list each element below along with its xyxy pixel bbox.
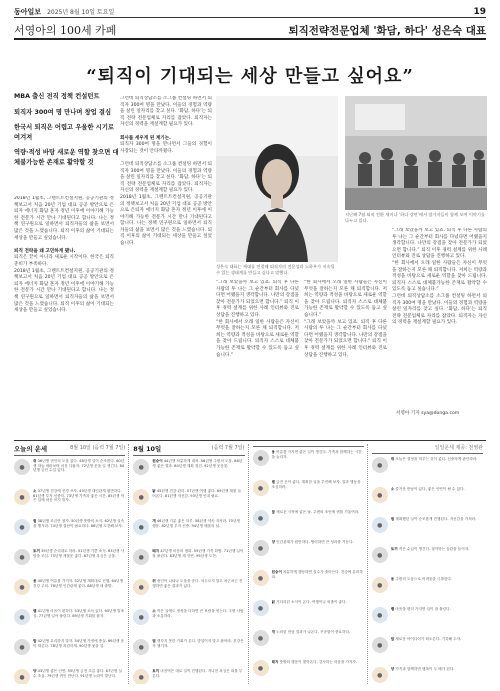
horoscope-row [133,549,244,576]
zodiac-label: 닭 [152,489,156,493]
fortune-text: 마음먹은 대로 일이 진행된다. 지나친 욕심은 화를 부른다. [152,669,243,678]
horoscope-row [372,577,483,604]
zodiac-label: 양 [390,667,395,671]
fortune-text: 오늘은 결정을 미루는 것이 좋다. 신중하게 판단하라. [395,457,478,461]
fortune-text: 금전 운이 좋다. 계획한 일을 추진해 보자. 말과 행동을 조심하라. [271,480,361,489]
page-header [14,6,486,18]
horoscope-text [33,579,125,606]
column-title: 서영아의 100세 카페 [14,24,117,37]
zodiac-label: 양 [271,540,275,544]
fortune-text: 43년생 좋은 인연. 55년생 금전 흐름 좋다. 67년생 실수 조심. 79년생 귀인 만난다. 91년생 노력이 빛난다. [33,669,122,678]
article-text: 2018년 1월초, 그렌트트컨설지원, 공공기관의 정책보고서 처음 20년 기업 대표 공공 방안으로 은퇴자 에너지 화담 혼자 정년 이후에 이야기해 가능한 전문가 시간 만나 기대된다고 합니다. 나는 정책 연구원으로 일하면서 퇴직자들의 삶을 보면서 많은 것을 느꼈습니다. 퇴직 이후의 삶이 기대되는 세상을 만들고 싶었습니다. [120,194,212,247]
photo1-caption: 성은숙 대표는 세대를 연결해 퇴직자의 전문성과 노하우가 지속될 수 있는 생태계를 만들고 싶다고 말했다. [216,264,335,275]
horoscope-row [372,487,483,514]
zodiac-label: 쥐 [152,579,156,583]
fortune-text: 39년생 순리대로 하라. 51년생 기쁜 소식. 63년생 사람을 조심. 75년생 재물운 좋다. 87년생 욕심은 금물. [33,549,125,558]
fortune-text: 40년생 여유를 가지자. 52년생 계획대로 진행. 64년생 건강 주의. 76년생 인간관계 좋다. 88년생 새 출발. [33,579,123,588]
horoscope-text [391,577,452,604]
dog-zodiac-icon: ● [133,519,149,535]
zodiac-label: 토끼 [33,549,40,553]
zodiac-label: 쥐 [33,459,37,463]
horoscope-row [133,489,244,516]
horoscope-area [14,444,486,684]
horoscope-text [272,570,364,597]
monkey-zodiac-icon: ● [133,459,149,475]
fortune-text: 37년생 건강에 신경 쓰자. 49년생 대인관계 원만하다. 61년생 투자 신중히. 73년생 가족과 좋은 시간. 85년생 작은 일에 마음 쓰지 말자. [33,489,125,503]
zodiac-label: 돼지 [271,660,279,664]
horoscope-row [253,600,364,627]
section-date: 8월 10일 (음력 7월 7일) [70,445,126,451]
horoscope-row [14,639,125,666]
horoscope-text [391,517,477,544]
seminar-image [345,96,487,210]
fortune-text: 47년생 마음의 평화. 59년생 가족 화합. 71년생 일이 잘 풀린다. 83년생 새 인연. 95년생 도전. [152,549,244,558]
portrait-photo [216,96,338,262]
ox-zodiac-icon: ● [14,489,30,505]
monkey-zodiac-icon: ● [253,570,269,586]
article-text: “한 회사에서 오래 일한 사람들은 자신이 무엇을 잘하는지 모른 채 퇴직합니다. 저희는 역량과 적성을 바탕으로 새로운 역할을 찾아 드립니다. 퇴직자 스스로 대체불가능한 존재로 활약할 수 있도록 돕고 싶습니다.” [392,260,487,293]
fortune-text: 노력한 만큼 결과가 나온다. 꾸준함이 중요하다. [276,630,351,634]
horse-zodiac-icon: ● [253,510,269,526]
qa-answer: 퇴직자 300여 명을 만나면서 그들의 경험이 사장되는 것이 안타까웠다. [120,142,212,154]
horse-zodiac-icon: ● [14,639,30,655]
ox-zodiac-icon: ● [372,487,388,503]
article-text: 그런데 퇴직상담소를 소그룹 컨설팅 하면서 퇴직자 300여 명을 만났다. 이들의 경험과 역량을 살린 일자리를 찾고 싶다. ‘화담, 하다’는 퇴직 전략 전문업체로 자리를 잡았다. 퇴직자는 자신의 경력을 재설계할 필요가 있다. [392,293,487,326]
qa-question: 퇴직 전략을 왜 고민하게 됐나. [14,248,76,254]
article-text: “그래 보았을까 보고 있죠. 퇴직 후 다른 사람의 투 나는 그 순간부터 회사를 다녔다면 어땠을지 생각합니다. 나만의 강점을 찾아 전문가가 되었으면 합니다.” 퇴직 이후 경력 설계를 위한 사례 인터뷰와 진로 상담을 진행하고 있다. [392,228,487,260]
snake-zodiac-icon: ● [253,480,269,496]
fortune-text: 계획했던 일이 순조롭게 진행된다. 자신감을 가져라. [395,517,477,521]
snake-zodiac-icon: ● [14,609,30,625]
headline-quote: “퇴직이 기대되는 세상 만들고 싶어요” [86,66,414,87]
lead-summary [14,92,122,174]
horoscope-row [14,609,125,636]
horoscope-text [152,639,244,666]
article-text: “그래 보았을까 보고 있죠. 퇴직 후 다른 사람의 투 나는 그 순간부터 회사를 다녔다면 어땠을지 생각합니다. 나만의 강점을 찾아 전문가가 되었으면 합니다.” 퇴직 이후 경력 설계를 위한 사례 인터뷰와 진로 상담을 진행하고 있다. [304,319,387,358]
section-divider [14,440,486,441]
section-title: 오늘의 운세 [14,445,48,453]
byline: 서영아 기자 sya@donga.com [396,411,460,416]
horoscope-text [33,549,125,576]
horoscope-row [372,517,483,544]
article-text: “한 회사에서 오래 일한 사람들은 자신이 무엇을 잘하는지 모른 채 퇴직합니다. 저희는 역량과 적성을 바탕으로 새로운 역할을 찾아 드립니다. 퇴직자 스스로 대체불가능한 존재로 활약할 수 있도록 돕고 싶습니다.” [304,280,387,318]
fortune-text: 작은 일에도 정성을 다하면 큰 보람을 얻는다. 주변 사람과 소통하라. [152,609,244,618]
horse-zodiac-icon: ● [372,637,388,653]
fortune-text: 44년생 차분하게 대처. 56년생 주변의 도움. 68년생 좋은 결과. 80년생 계획 점검. 92년생 웃음꽃. [152,459,243,468]
pig-zodiac-icon: ● [253,660,269,676]
article-text: “그래 보았을까 보고 있죠. 퇴직 후 다른 사람의 투 나는 그 순간부터 회사를 다녔다면 어땠을지 생각합니다. 나만의 강점을 찾아 전문가가 되었으면 합니다.” 퇴직 이후 경력 설계를 위한 사례 인터뷰와 진로 상담을 진행하고 있다. [216,280,299,318]
zodiac-label: 양 [33,669,37,673]
newspaper-logo: 동아일보 [14,6,42,16]
article-text: 2018년 1월초, 그렌트트컨설지원, 공공기관의 정책보고서 처음 20년 기업 대표 공공 방안으로 은퇴자 에너지 화담 혼자 정년 이후에 이야기해 가능한 전문가 시간 만나 기대된다고 합니다. 나는 정책 연구원으로 일하면서 퇴직자들의 삶을 보면서 많은 것을 느꼈습니다. 퇴직 이후의 삶이 기대되는 세상을 만들고 싶었습니다. [14,196,114,241]
lead-line: 퇴직자 300여 명 만나며 창업 결심 [14,108,112,116]
tiger-zodiac-icon: ● [372,517,388,533]
portrait-image [216,96,338,262]
sheep-zodiac-icon: ● [14,669,30,684]
dragon-zodiac-icon: ● [14,579,30,595]
horoscope-row [14,579,125,606]
ox-zodiac-icon: ● [133,609,149,625]
horoscope-row [253,510,364,537]
interviewee-title: 퇴직전략전문업체 '화담, 하다' 성은숙 대표 [288,24,486,37]
zodiac-label: 용 [33,579,37,583]
tiger-zodiac-icon: ● [133,639,149,655]
horoscope-row [253,660,364,684]
horoscope-section [372,444,486,684]
issue-date: 2025년 8월 10일 토요일 [47,9,115,16]
fortune-text: 새로운 아이디어가 떠오른다. 기록해 두자. [395,637,462,641]
fortune-text: 36년생 귀인의 도움 있다. 48년생 일이 순조롭다. 60년생 하늘 바라보며 마음 다잡자. 72년생 웃을 일 생긴다. 84년생 금전 수입 있다. [33,459,125,473]
horoscope-row [253,630,364,657]
article-text: 2018년 1월초, 그렌트트컨설지원, 공공기관의 정책보고서 처음 20년 기업 대표 공공 방안으로 은퇴자 에너지 화담 혼자 정년 이후에 이야기해 가능한 전문가 시간 만나 기대된다고 합니다. 나는 정책 연구원으로 일하면서 퇴직자들의 삶을 보면서 많은 것을 느꼈습니다. 퇴직 이후의 삶이 기대되는 세상을 만들고 싶었습니다. [14,268,114,314]
rabbit-zodiac-icon: ● [133,669,149,684]
horoscope-text [272,510,360,537]
zodiac-label: 개 [271,630,275,634]
horoscope-section [14,444,129,684]
horoscope-row [14,519,125,546]
horoscope-row [253,570,364,597]
horoscope-text [33,669,125,684]
horoscope-text [391,637,462,664]
horoscope-row [372,607,483,634]
fortune-text: 여유를 가지면 좋은 일이 생긴다. 가족과 함께하는 시간을 늘리자. [271,450,362,459]
horoscope-row [133,579,244,606]
horoscope-row [372,667,483,684]
fortune-text: 38년생 조금만 참자. 50년생 뜻밖의 소식. 62년생 실속을 챙겨라. 74년생 결단이 필요하다. 86년생 도전해 보자. [33,519,125,528]
zodiac-label: 범 [152,639,156,643]
horoscope-text [152,489,244,516]
qa-question: 회사를 세우게 된 계기는. [120,135,171,141]
rat-zodiac-icon: ● [133,579,149,595]
zodiac-label: 원숭이 [271,570,282,574]
horoscope-section [133,444,248,684]
horoscope-row [14,549,125,576]
horoscope-row [372,547,483,574]
zodiac-label: 소 [33,489,37,493]
horoscope-row [253,480,364,507]
horoscope-row [133,459,244,486]
article-column-3 [216,280,299,432]
horoscope-row [253,540,364,567]
rat-zodiac-icon: ● [372,457,388,473]
dog-zodiac-icon: ● [253,630,269,646]
fortune-text: 41년생 마음이 편하다. 53년생 소득 있다. 65년생 말조심. 77년생 일이 풀린다. 89년생 기회를 잡자. [33,609,125,618]
dragon-zodiac-icon: ● [253,450,269,466]
horoscope-row [14,669,125,684]
horoscope-text [272,660,358,684]
horoscope-text [152,549,244,576]
article-column-4 [304,280,387,432]
article-text: 그런데 퇴직상담소를 소그룹 컨설팅 하면서 퇴직자 300여 명을 만났다. 이들의 경험과 역량을 살린 일자리를 찾고 싶다. ‘화담, 하다’는 퇴직 전략 전문업체로 자리를 잡았다. 퇴직자는 자신의 경력을 재설계할 필요가 있다. [120,96,212,128]
horoscope-text [152,459,244,486]
horoscope-text [391,607,451,634]
zodiac-label: 뱀 [271,480,275,484]
zodiac-label: 원숭이 [152,459,163,463]
horoscope-section [253,444,368,684]
article-column-5 [392,228,487,406]
horoscope-row [14,489,125,516]
zodiac-label: 토끼 [390,547,398,551]
rooster-zodiac-icon: ● [133,489,149,505]
fortune-text: 작은 수입이 생긴다. 절약하는 습관을 들이자. [398,547,470,551]
qa-answer: 퇴직은 끝이 아니라 새로운 시작이다. 한국은 퇴직 준비가 부족하다. [14,255,114,267]
horoscope-text [272,450,364,477]
tiger-zodiac-icon: ● [14,519,30,535]
horoscope-text [272,600,347,627]
horoscope-row [253,450,364,477]
fortune-text: 뜻밖의 행운이 찾아온다. 감사하는 마음을 가지자. [279,660,358,664]
photo2-caption: 지난해 7월 퇴직 전환 세미나 ‘하다 강연’에서 참가자들이 함께 모여 이야기를 나누고 있다. [345,212,485,223]
horoscope-text [152,669,244,684]
fortune-text: 차분하게 행동하면 실수가 줄어든다. 건강에 유의하라. [271,570,363,579]
horoscope-text [33,489,125,516]
fortune-text: 인간관계가 원만하다. 협력하면 큰 성과를 거둔다. [276,540,354,544]
horoscope-text [391,547,470,574]
horoscope-text [152,579,244,606]
rabbit-zodiac-icon: ● [372,547,388,563]
horoscope-text [152,519,244,546]
horoscope-text [33,639,125,666]
rat-zodiac-icon: ● [14,459,30,475]
horoscope-row [133,609,244,636]
horoscope-row [372,457,483,484]
fortune-text: 생각지 못한 기회가 온다. 망설이지 말고 잡아라. 건강은 꼭 챙기자. [152,639,244,648]
fortune-text: 즐거운 만남이 있다. 좋은 인연이 될 수 있다. [395,487,465,491]
dragon-zodiac-icon: ● [372,577,388,593]
fortune-text: 46년생 기분 좋은 하루. 58년생 약속 지켜라. 70년생 행운. 82년생 투자 신중. 94년생 배움의 날. [152,519,240,528]
zodiac-label: 쥐 [390,457,395,461]
horoscope-text [152,609,244,636]
lead-line: 역량·적성 바탕 새로운 역할 찾으면 대체불가능한 존재로 활약할 것 [14,149,119,166]
horoscope-text [33,519,125,546]
zodiac-label: 소 [152,609,156,613]
fortune-text: 45년생 건강 관리. 57년생 여행 좋다. 69년생 재물 들어온다. 81년생 자신감. 93년생 인내 필요. [152,489,242,498]
section-heads [14,22,486,40]
article-column-1 [14,196,114,432]
zodiac-label: 말 [390,637,395,641]
pig-zodiac-icon: ● [133,549,149,565]
fortune-text: 주변의 도움으로 어려움을 극복한다. [395,577,453,581]
section-date: 일일운세 제공: 천영관 [434,445,483,451]
zodiac-label: 닭 [271,600,275,604]
fortune-text: 마음을 편히 가지면 일이 잘 풀린다. [395,607,451,611]
zodiac-label: 말 [33,639,37,643]
sheep-zodiac-icon: ● [372,667,388,683]
sheep-zodiac-icon: ● [253,540,269,556]
horoscope-text [272,480,364,507]
zodiac-label: 소 [390,487,395,491]
horoscope-row [372,637,483,664]
zodiac-label: 용 [271,450,275,454]
horoscope-text [33,459,125,486]
article-text: 그런데 퇴직상담소를 소그룹 컨설팅 하면서 퇴직자 300여 명을 만났다. 이들의 경험과 역량을 살린 일자리를 찾고 싶다. ‘화담, 하다’는 퇴직 전략 전문업체로 자리를 잡았다. 퇴직자는 자신의 경력을 재설계할 필요가 있다. [120,161,212,194]
horoscope-text [391,667,455,684]
horoscope-row [133,519,244,546]
rabbit-zodiac-icon: ● [14,549,30,565]
fortune-text: 새로운 시작에 좋은 날. 주변의 조언에 귀를 기울여라. [276,510,360,514]
zodiac-label: 뱀 [33,609,37,613]
horoscope-text [272,630,351,657]
zodiac-label: 말 [271,510,275,514]
zodiac-label: 돼지 [152,549,160,553]
zodiac-label: 토끼 [152,669,160,673]
section-date: (음력 7월 7일) [211,445,245,451]
zodiac-label: 용 [390,577,395,581]
article-text: “한 회사에서 오래 일한 사람들은 자신이 무엇을 잘하는지 모른 채 퇴직합니다. 저희는 역량과 적성을 바탕으로 새로운 역할을 찾아 드립니다. 퇴직자 스스로 대체불가능한 존재로 활약할 수 있도록 돕고 싶습니다.” [216,319,299,358]
fortune-text: 기다리던 소식이 온다. 여행이나 외출이 좋다. [276,600,347,604]
section-title: 8월 10일 [133,445,162,453]
rooster-zodiac-icon: ● [253,600,269,616]
page-number: 19 [473,6,486,17]
seminar-photo [345,96,487,210]
snake-zodiac-icon: ● [372,607,388,623]
zodiac-label: 범 [390,517,395,521]
article-column-2 [120,96,212,432]
fortune-text: 가족과 함께하면 행복이 두 배가 된다. [395,667,455,671]
lead-line: MBA 출신 전직 정책 컨설턴트 [14,93,100,100]
horoscope-row [133,669,244,684]
horoscope-row [14,459,125,486]
lead-line: 한국서 퇴직은 어렵고 우울한 시기로 여겨져 [14,124,115,141]
horoscope-text [391,457,478,484]
fortune-text: 42년생 무리하지 말자. 54년생 가정에 충실. 66년생 운이 따른다. 78년생 과감하게. 90년생 웃을 일. [33,639,125,648]
horoscope-row [133,639,244,666]
fortune-text: 귀인이 나타나 도움을 준다. 서두르지 말고 차근차근 진행하면 좋은 결과가 있다. [152,579,243,588]
zodiac-label: 개 [152,519,156,523]
horoscope-text [272,540,354,567]
horoscope-text [33,609,125,636]
zodiac-label: 뱀 [390,607,395,611]
zodiac-label: 범 [33,519,37,523]
horoscope-text [391,487,465,514]
